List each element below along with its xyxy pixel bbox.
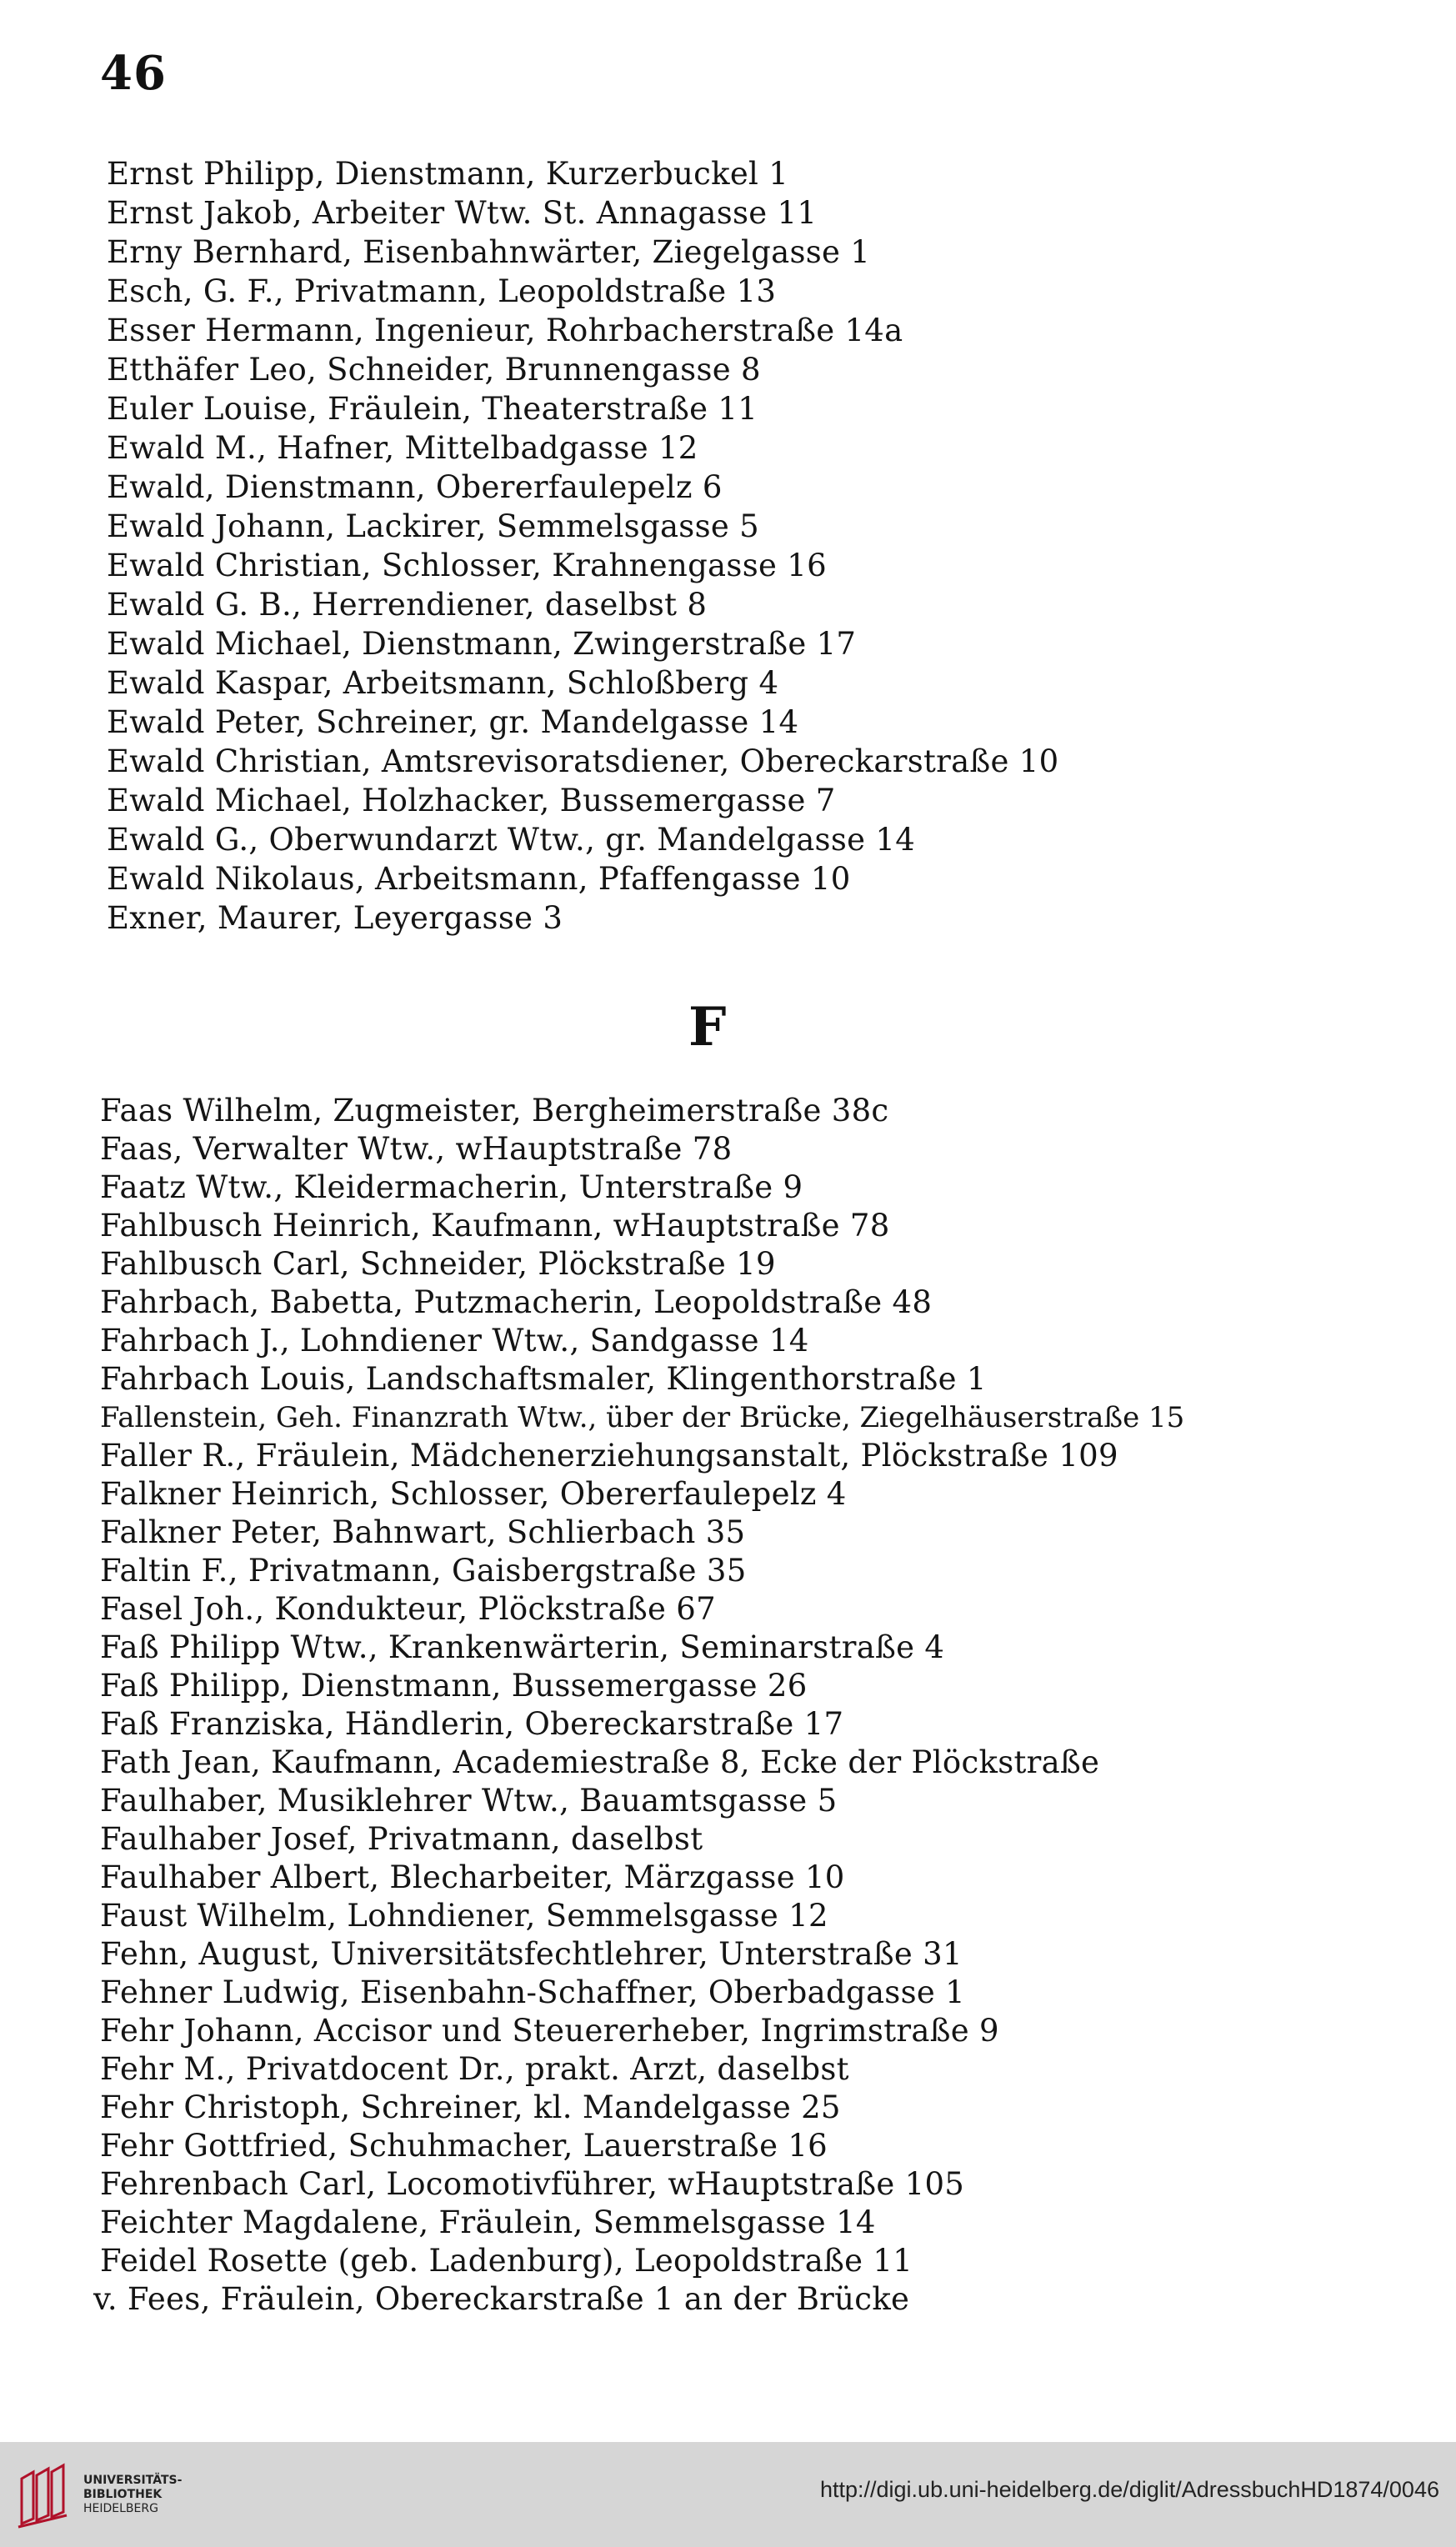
list-item: Fahrbach, Babetta, Putzmacherin, Leopoldstraße 48: [100, 1284, 933, 1320]
footer-bar: [0, 2442, 1456, 2547]
library-name: [83, 2474, 182, 2516]
list-item: Esch, G. F., Privatmann, Leopoldstraße 13: [107, 273, 777, 309]
list-item: v. Fees, Fräulein, Obereckarstraße 1 an der Brücke: [93, 2281, 910, 2317]
library-name-line1: UNIVERSITÄTS-: [83, 2474, 183, 2487]
list-item: Fehner Ludwig, Eisenbahn-Schaffner, Oberbadgasse 1: [100, 1974, 965, 2010]
list-item: Fehr Gottfried, Schuhmacher, Lauerstraße 16: [100, 2128, 828, 2164]
list-item: Feichter Magdalene, Fräulein, Semmelsgasse 14: [100, 2204, 876, 2240]
list-item: Fehr Christoph, Schreiner, kl. Mandelgasse 25: [100, 2089, 841, 2125]
list-item: Ewald Christian, Amtsrevisoratsdiener, Obereckarstraße 10: [107, 743, 1059, 779]
list-item: Fehrenbach Carl, Locomotivführer, wHauptstraße 105: [100, 2166, 965, 2202]
list-item: Faas Wilhelm, Zugmeister, Bergheimerstraße 38c: [100, 1093, 889, 1128]
list-item: Faulhaber, Musiklehrer Wtw., Bauamtsgasse 5: [100, 1783, 838, 1819]
list-item: Falkner Peter, Bahnwart, Schlierbach 35: [100, 1514, 746, 1550]
list-item: Ewald G. B., Herrendiener, daselbst 8: [107, 587, 708, 623]
page-number: 46: [100, 46, 167, 101]
list-item: Fallenstein, Geh. Finanzrath Wtw., über der Brücke, Ziegelhäuserstraße 15: [100, 1401, 1185, 1434]
list-item: Faulhaber Josef, Privatmann, daselbst: [100, 1821, 703, 1857]
list-item: Ewald M., Hafner, Mittelbadgasse 12: [107, 430, 698, 466]
library-name-line3: HEIDELBERG: [83, 2502, 158, 2515]
list-item: Faas, Verwalter Wtw., wHauptstraße 78: [100, 1131, 733, 1167]
list-item: Faltin F., Privatmann, Gaisbergstraße 35: [100, 1553, 747, 1589]
list-item: Faß Philipp, Dienstmann, Bussemergasse 26: [100, 1668, 808, 1704]
source-url-link[interactable]: http://digi.ub.uni-heidelberg.de/diglit/AdressbuchHD1874/0046: [819, 2477, 1439, 2502]
list-item: Esser Hermann, Ingenieur, Rohrbacherstraße 14a: [107, 313, 903, 348]
list-item: Exner, Maurer, Leyergasse 3: [107, 900, 563, 936]
list-item: Faust Wilhelm, Lohndiener, Semmelsgasse 12: [100, 1898, 828, 1934]
list-item: Faller R., Fräulein, Mädchenerziehungsanstalt, Plöckstraße 109: [100, 1438, 1118, 1474]
list-item: Feidel Rosette (geb. Ladenburg), Leopoldstraße 11: [100, 2243, 913, 2279]
list-item: Ewald, Dienstmann, Obererfaulepelz 6: [107, 469, 723, 505]
list-item: Fath Jean, Kaufmann, Academiestraße 8, Ecke der Plöckstraße: [100, 1744, 1100, 1780]
list-item: Faulhaber Albert, Blecharbeiter, Märzgasse 10: [100, 1859, 845, 1895]
list-item: Fahrbach J., Lohndiener Wtw., Sandgasse 14: [100, 1323, 809, 1359]
list-item: Faß Philipp Wtw., Krankenwärterin, Seminarstraße 4: [100, 1629, 945, 1665]
library-name-line2: BIBLIOTHEK: [83, 2488, 163, 2501]
list-item: Falkner Heinrich, Schlosser, Obererfaulepelz 4: [100, 1476, 847, 1512]
list-item: Ewald G., Oberwundarzt Wtw., gr. Mandelgasse 14: [107, 822, 916, 858]
list-item: Ewald Peter, Schreiner, gr. Mandelgasse 14: [107, 704, 799, 740]
section-letter: F: [688, 996, 727, 1058]
list-item: Faß Franziska, Händlerin, Obereckarstraße 17: [100, 1706, 844, 1742]
list-item: Fehr Johann, Accisor und Steuererheber, Ingrimstraße 9: [100, 2013, 999, 2049]
list-item: Fehr M., Privatdocent Dr., prakt. Arzt, daselbst: [100, 2051, 849, 2087]
list-item: Fahrbach Louis, Landschaftsmaler, Klingenthorstraße 1: [100, 1361, 987, 1397]
list-item: Fahlbusch Heinrich, Kaufmann, wHauptstraße 78: [100, 1208, 890, 1243]
list-item: Etthäfer Leo, Schneider, Brunnengasse 8: [107, 352, 761, 388]
list-item: Ewald Michael, Holzhacker, Bussemergasse 7: [107, 783, 836, 818]
list-item: Ewald Kaspar, Arbeitsmann, Schloßberg 4: [107, 665, 779, 701]
list-item: Ewald Michael, Dienstmann, Zwingerstraße 17: [107, 626, 857, 662]
list-item: Fahlbusch Carl, Schneider, Plöckstraße 19: [100, 1246, 776, 1282]
list-item: Ewald Christian, Schlosser, Krahnengasse 16: [107, 548, 827, 583]
list-item: Euler Louise, Fräulein, Theaterstraße 11: [107, 391, 758, 427]
list-item: Ewald Nikolaus, Arbeitsmann, Pfaffengasse 10: [107, 861, 851, 897]
list-item: Ewald Johann, Lackirer, Semmelsgasse 5: [107, 508, 759, 544]
list-item: Erny Bernhard, Eisenbahnwärter, Ziegelgasse 1: [107, 234, 871, 270]
university-library-logo-icon: [15, 2460, 80, 2530]
list-item: Faatz Wtw., Kleidermacherin, Unterstraße 9: [100, 1169, 803, 1205]
list-item: Ernst Philipp, Dienstmann, Kurzerbuckel 1: [107, 156, 789, 192]
list-item: Fehn, August, Universitätsfechtlehrer, Unterstraße 31: [100, 1936, 963, 1972]
list-item: Ernst Jakob, Arbeiter Wtw. St. Annagasse 11: [107, 195, 818, 231]
list-item: Fasel Joh., Kondukteur, Plöckstraße 67: [100, 1591, 716, 1627]
